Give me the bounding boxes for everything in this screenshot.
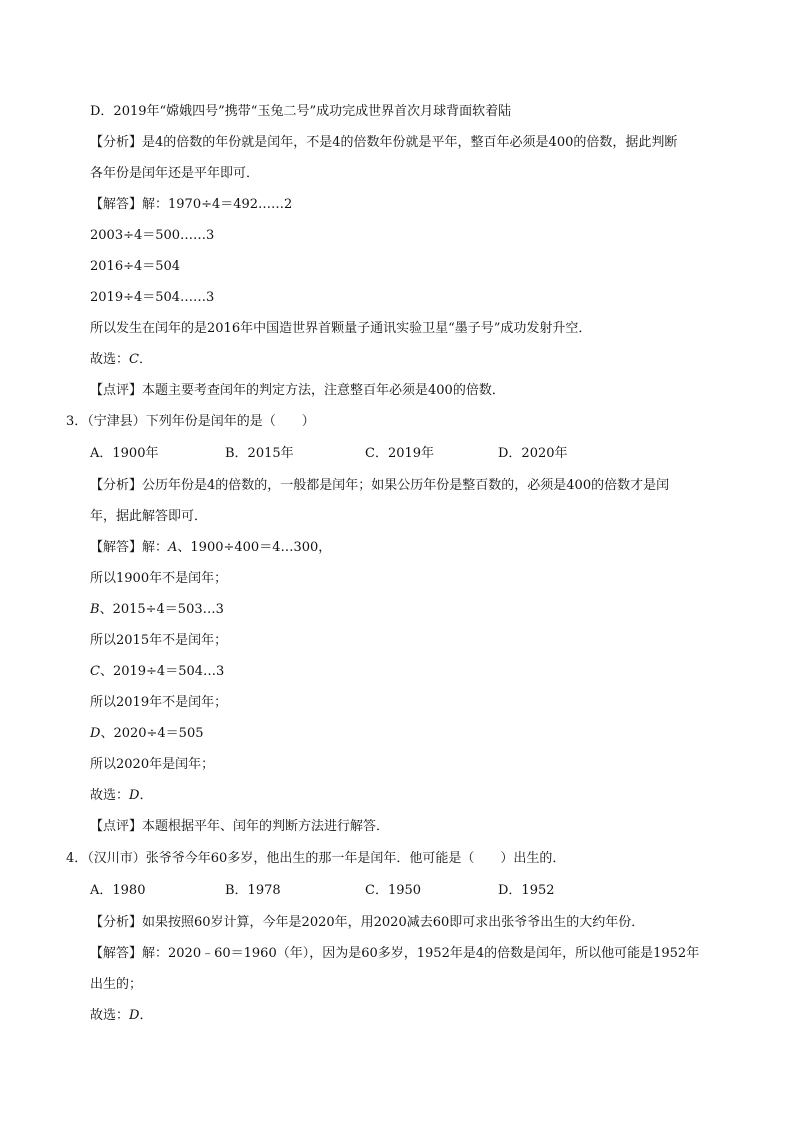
q2-comment: 【点评】本题主要考查闰年的判定方法，注意整百年必须是400的倍数． <box>90 383 505 398</box>
q3-option-a: A．1900年 <box>90 446 159 461</box>
q3-answer-a <box>90 538 331 558</box>
q4-answer-line-2: 出生的； <box>90 977 143 992</box>
q2-answer-line-2: 2003÷4＝500……3 <box>90 228 215 243</box>
calc-d: 、2020÷4＝505 <box>100 726 204 741</box>
q3-analysis-line-2: 年，据此解答即可． <box>90 509 208 524</box>
q3-stem: 3．（宁津县）下列年份是闰年的是（ ） <box>66 414 315 429</box>
q2-analysis-line-2: 各年份是闰年还是平年即可． <box>90 166 260 181</box>
choice-letter: C <box>129 352 139 367</box>
q2-answer-line-1: 【解答】解：1970÷4＝492……2 <box>90 197 293 212</box>
q2-answer-line-4: 2019÷4＝504……3 <box>90 290 215 305</box>
q4-choice <box>90 1006 152 1026</box>
q3-result-a: 所以1900年不是闰年； <box>90 571 228 586</box>
choice-prefix: 故选： <box>90 352 130 367</box>
q3-choice <box>90 786 152 806</box>
q2-option-d: D．2019年“嫦娥四号”携带“玉兔二号”成功完成世界首次月球背面软着陆 <box>90 104 512 119</box>
calc-c: 、2019÷4＝504…3 <box>99 664 225 679</box>
choice-prefix: 故选： <box>90 1008 130 1023</box>
label-b: B <box>90 602 100 617</box>
q3-option-c: C．2019年 <box>365 446 435 461</box>
q3-option-d: D．2020年 <box>498 446 568 461</box>
q3-result-b: 所以2015年不是闰年； <box>90 633 228 648</box>
q3-comment: 【点评】本题根据平年、闰年的判断方法进行解答． <box>90 819 390 834</box>
q4-stem: 4．（汉川市）张爷爷今年60多岁，他出生的那一年是闰年．他可能是（ ）出生的． <box>66 851 566 866</box>
q3-answer-d <box>90 724 204 744</box>
calc-b: 、2015÷4＝503…3 <box>99 602 224 617</box>
calc-a: 、1900÷400＝4…300， <box>177 540 332 555</box>
q4-analysis: 【分析】如果按照60岁计算，今年是2020年，用2020减去60即可求出张爷爷出生的大约年份． <box>90 915 645 930</box>
q4-answer-line-1: 【解答】解：2020﹣60＝1960（年），因为是60多岁，1952年是4的倍数是闰年，所以他可能是1952年 <box>90 946 700 961</box>
q2-choice <box>90 350 152 370</box>
choice-letter: D <box>129 788 140 803</box>
q3-result-c: 所以2019年不是闰年； <box>90 695 228 710</box>
choice-suffix: ． <box>138 352 152 367</box>
q4-option-d: D．1952 <box>498 883 555 898</box>
choice-letter: D <box>129 1008 140 1023</box>
q2-answer-line-3: 2016÷4＝504 <box>90 259 181 274</box>
q3-answer-b <box>90 600 224 620</box>
choice-suffix: ． <box>139 1008 153 1023</box>
q2-analysis-line-1: 【分析】是4的倍数的年份就是闰年，不是4的倍数年份就是平年，整百年必须是400的倍数，据此判断 <box>90 135 678 150</box>
q4-option-c: C．1950 <box>365 883 422 898</box>
answer-head: 【解答】解： <box>90 540 169 555</box>
label-a: A <box>168 540 178 555</box>
q3-option-b: B．2015年 <box>225 446 294 461</box>
q3-answer-c <box>90 662 224 682</box>
label-c: C <box>90 664 100 679</box>
q4-option-b: B．1978 <box>225 883 281 898</box>
choice-suffix: ． <box>139 788 153 803</box>
q3-analysis-line-1: 【分析】公历年份是4的倍数的，一般都是闰年；如果公历年份是整百数的，必须是400的倍数才是闰 <box>90 478 670 493</box>
q3-result-d: 所以2020年是闰年； <box>90 757 215 772</box>
q4-option-a: A．1980 <box>90 883 146 898</box>
label-d: D <box>90 726 101 741</box>
q2-answer-conclusion: 所以发生在闰年的是2016年中国造世界首颗量子通讯实验卫星“墨子号”成功发射升空． <box>90 321 592 336</box>
choice-prefix: 故选： <box>90 788 130 803</box>
